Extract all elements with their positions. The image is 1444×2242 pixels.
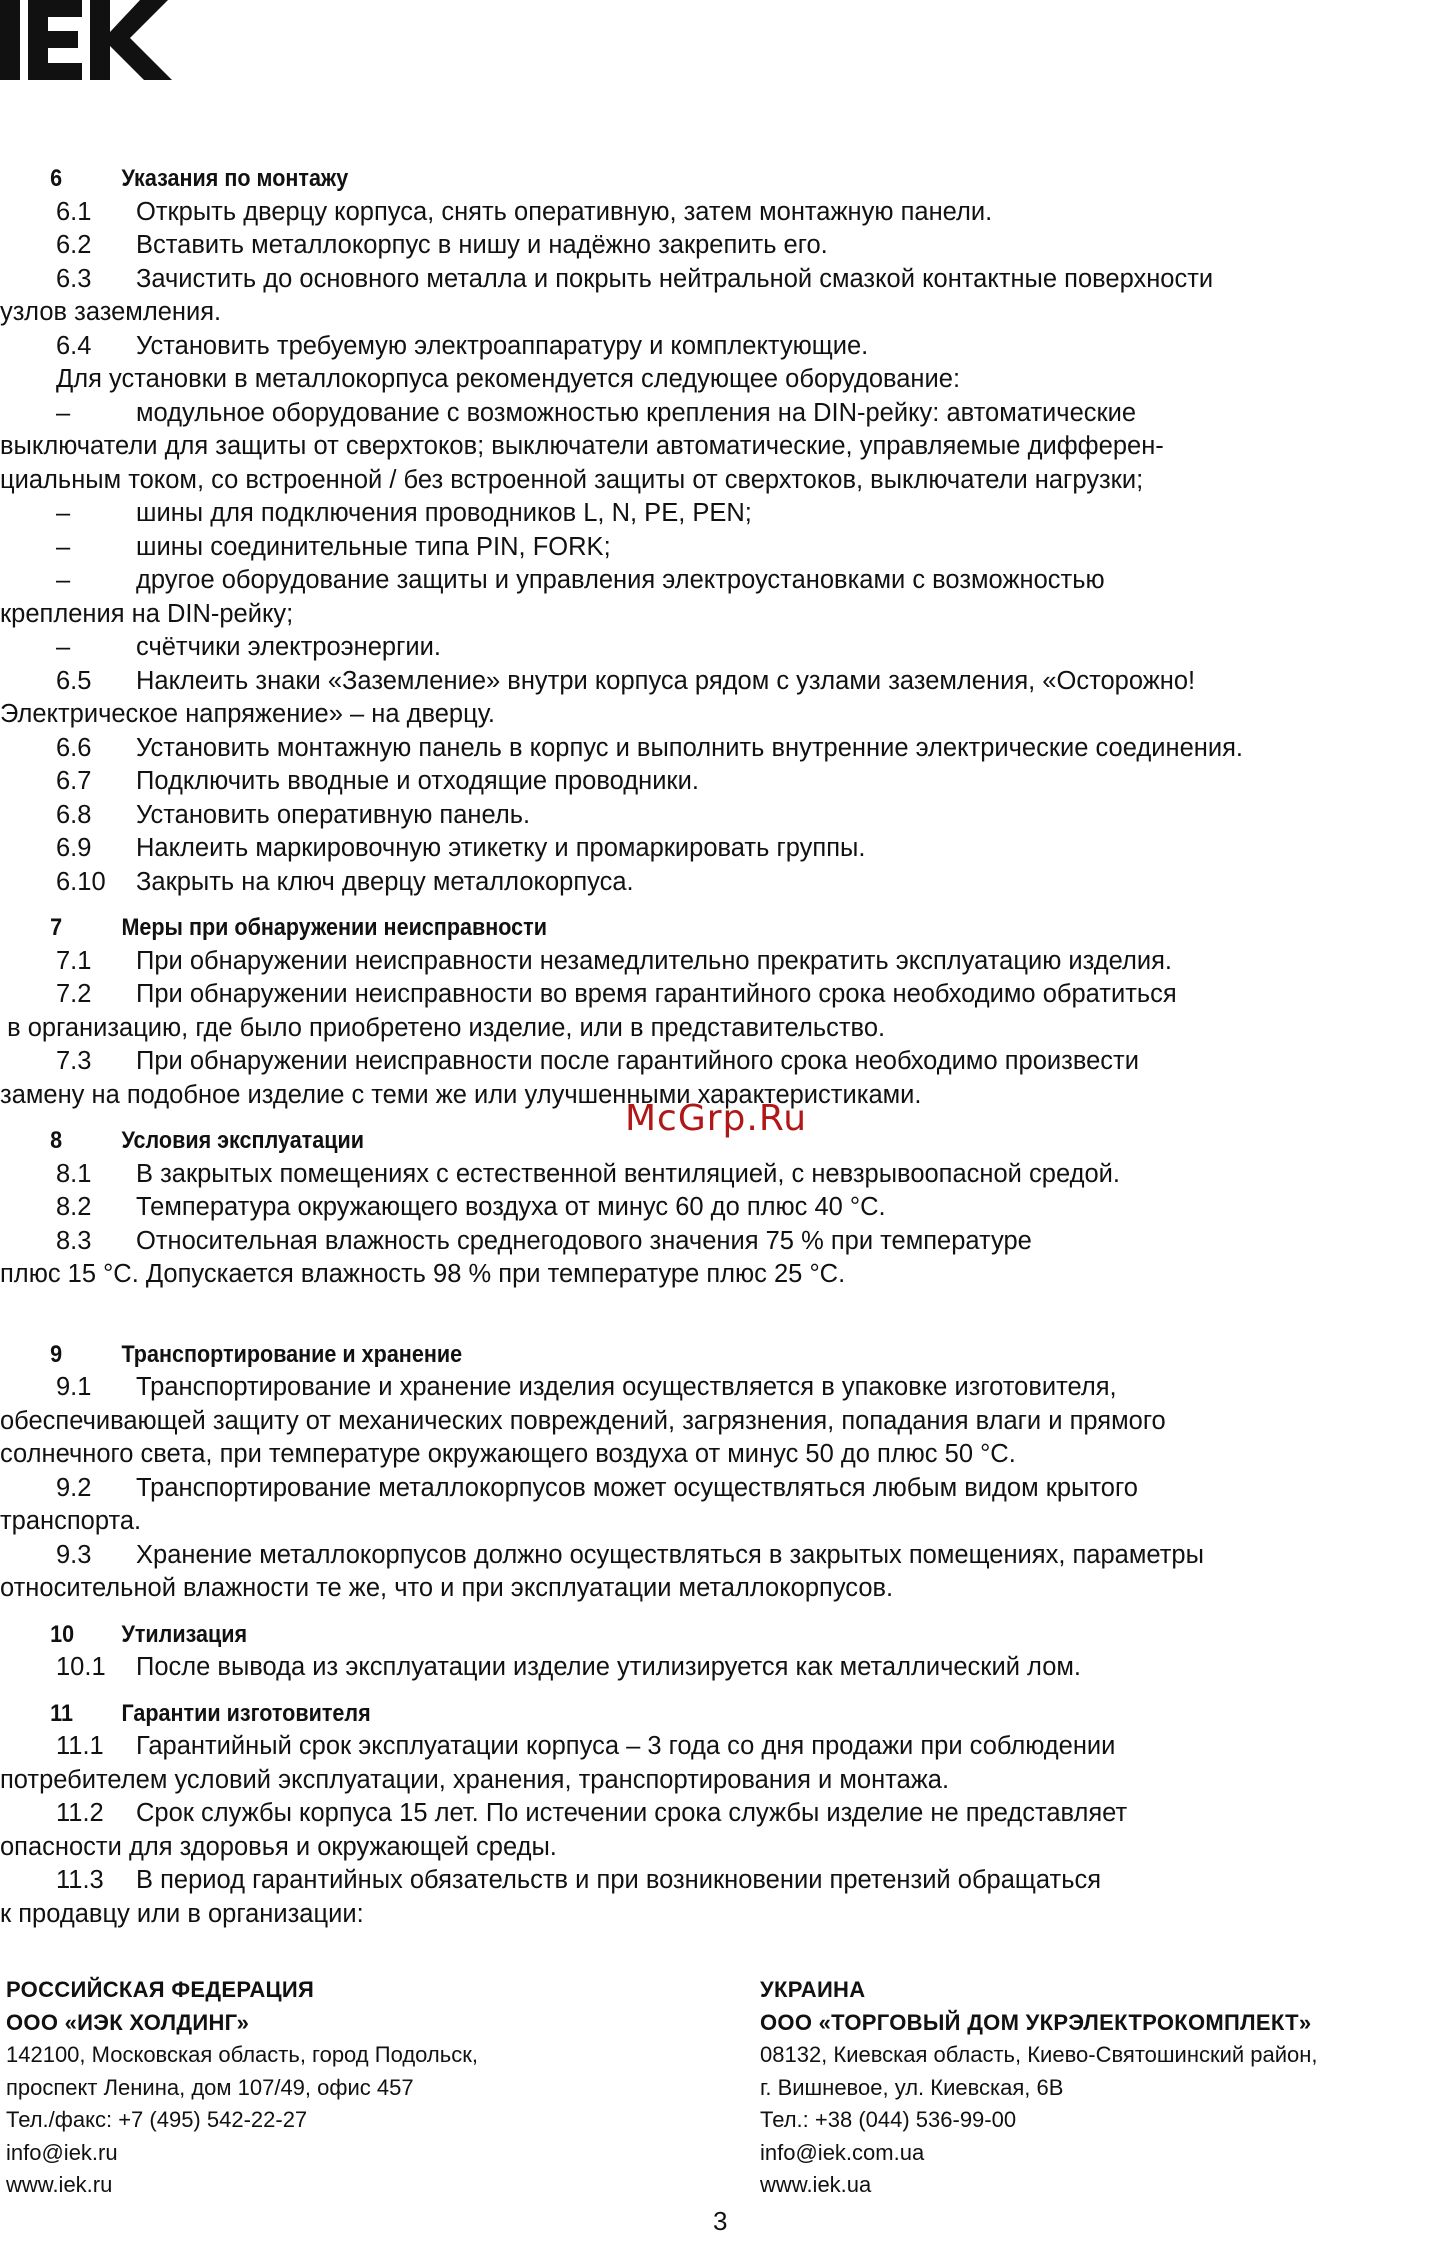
section-heading	[0, 911, 1271, 945]
item-number: 7.3	[56, 1047, 92, 1075]
contact-company: ООО «ИЭК ХОЛДИНГ»	[6, 2009, 250, 2035]
continuation-text: узлов заземления.	[0, 298, 222, 326]
item-text: Относительная влажность среднегодового значения 75 % при температуре	[136, 1226, 1032, 1255]
list-item	[0, 564, 1444, 598]
item-number: 6.8	[56, 800, 92, 829]
numbered-item	[0, 229, 1444, 263]
item-number: 6.6	[56, 733, 92, 762]
section-title: Утилизация	[121, 1620, 248, 1648]
continuation-text: в организацию, где было приобретено изделие, или в представительство.	[0, 1013, 886, 1042]
dash-bullet: –	[56, 499, 71, 527]
item-number: 11.2	[56, 1799, 104, 1827]
numbered-item	[0, 196, 1444, 230]
item-text: При обнаружении неисправности после гарантийного срока необходимо произвести	[136, 1047, 1139, 1075]
section-title: Гарантии изготовителя	[121, 1699, 371, 1727]
item-text: другое оборудование защиты и управления электроустановками с возможностью	[136, 566, 1105, 594]
contact-country: РОССИЙСКАЯ ФЕДЕРАЦИЯ	[6, 1977, 315, 2002]
watermark: McGrp.Ru	[625, 1098, 808, 1139]
contact-address-line: 142100, Московская область, город Подольск,	[6, 2042, 478, 2067]
item-number: 6.4	[56, 331, 92, 360]
contact-ukraine	[760, 1974, 1318, 2202]
section-heading	[0, 162, 1271, 196]
numbered-item	[0, 1730, 1444, 1764]
numbered-item	[0, 978, 1444, 1012]
continuation-text: потребителем условий эксплуатации, хранения, транспортирования и монтажа.	[0, 1765, 950, 1794]
item-text: Открыть дверцу корпуса, снять оперативную, затем монтажную панели.	[136, 197, 993, 226]
continuation-text: транспорта.	[0, 1507, 142, 1535]
iek-logo	[0, 0, 172, 80]
contact-address-line: проспект Ленина, дом 107/49, офис 457	[6, 2074, 414, 2100]
item-number: 8.2	[56, 1193, 92, 1221]
item-number: 6.10	[56, 867, 106, 896]
item-text: Вставить металлокорпус в нишу и надёжно закрепить его.	[136, 231, 828, 259]
continuation-text: обеспечивающей защиту от механических повреждений, загрязнения, попадания влаги и прямого	[0, 1406, 1166, 1435]
section-title: Меры при обнаружении неисправности	[121, 914, 547, 941]
numbered-item	[0, 1539, 1444, 1573]
numbered-item	[0, 1797, 1444, 1831]
continuation-text: циальным током, со встроенной / без встроенной защиты от сверхтоков, выключатели нагрузки;	[0, 465, 1144, 494]
paragraph-text: Для установки в металлокорпуса рекомендуется следующее оборудование:	[56, 365, 961, 393]
contact-address-line: г. Вишневое, ул. Киевская, 6В	[760, 2074, 1064, 2100]
contact-email[interactable]: info@iek.com.ua	[760, 2139, 925, 2165]
continuation-text: солнечного света, при температуре окружающего воздуха от минус 50 до плюс 50 °С.	[0, 1440, 1016, 1468]
item-text: Температура окружающего воздуха от минус 60 до плюс 40 °С.	[136, 1193, 886, 1221]
item-number: 8.1	[56, 1159, 92, 1188]
item-number: 6.2	[56, 231, 92, 259]
item-text: шины для подключения проводников L, N, PE, PEN;	[136, 499, 752, 527]
contact-country: УКРАИНА	[760, 1977, 866, 2002]
item-text: Зачистить до основного металла и покрыть нейтральной смазкой контактные поверхности	[136, 264, 1214, 293]
numbered-item	[0, 732, 1444, 766]
item-text: Наклеить знаки «Заземление» внутри корпуса рядом с узлами заземления, «Осторожно!	[136, 666, 1196, 695]
item-number: 7.1	[56, 946, 92, 975]
contact-email[interactable]: info@iek.ru	[6, 2139, 118, 2165]
continuation-text: опасности для здоровья и окружающей среды.	[0, 1832, 557, 1861]
item-number: 6.5	[56, 666, 92, 695]
item-number: 8.3	[56, 1226, 92, 1255]
contact-russia	[6, 1974, 478, 2202]
item-text: В закрытых помещениях с естественной вентиляцией, с невзрывоопасной средой.	[136, 1159, 1120, 1188]
numbered-item	[0, 1191, 1444, 1225]
numbered-item	[0, 1864, 1444, 1898]
numbered-item	[0, 866, 1444, 900]
item-number: 11.1	[56, 1732, 104, 1760]
continuation-text: крепления на DIN-рейку;	[0, 599, 294, 628]
item-text: Гарантийный срок эксплуатации корпуса – 3 года со дня продажи при соблюдении	[136, 1732, 1116, 1760]
numbered-item	[0, 799, 1444, 833]
item-text: Подключить вводные и отходящие проводники.	[136, 767, 699, 795]
dash-bullet: –	[56, 566, 71, 594]
section-heading	[0, 1618, 1271, 1652]
item-text: В период гарантийных обязательств и при возникновении претензий обращаться	[136, 1866, 1102, 1894]
continuation-text: относительной влажности те же, что и при эксплуатации металлокорпусов.	[0, 1574, 894, 1602]
numbered-item	[0, 945, 1444, 979]
section-number: 9	[50, 1340, 63, 1368]
item-text: шины соединительные типа PIN, FORK;	[136, 532, 611, 561]
continuation-text: замену на подобное изделие с теми же или улучшенными характеристиками.	[0, 1080, 922, 1109]
list-item	[0, 531, 1444, 565]
item-text: Хранение металлокорпусов должно осуществляться в закрытых помещениях, параметры	[136, 1540, 1204, 1569]
section-spacer	[0, 1292, 1444, 1326]
numbered-item	[0, 1045, 1444, 1079]
list-item	[0, 497, 1444, 531]
item-text: При обнаружении неисправности незамедлительно прекратить эксплуатацию изделия.	[136, 946, 1173, 975]
continuation-text: Электрическое напряжение» – на дверцу.	[0, 700, 495, 728]
numbered-item	[0, 1472, 1444, 1506]
list-item	[0, 631, 1444, 665]
numbered-item	[0, 263, 1444, 297]
numbered-item	[0, 1651, 1444, 1685]
item-text: Установить монтажную панель в корпус и выполнить внутренние электрические соединения.	[136, 733, 1243, 762]
item-text: Установить требуемую электроаппаратуру и комплектующие.	[136, 331, 869, 360]
item-text: Закрыть на ключ дверцу металлокорпуса.	[136, 867, 634, 896]
continuation-text: к продавцу или в организации:	[0, 1899, 364, 1928]
contact-address-line: 08132, Киевская область, Киево-Святошинский район,	[760, 2042, 1318, 2067]
section-number: 8	[50, 1127, 63, 1154]
contact-phone: Тел.: +38 (044) 536-99-00	[760, 2107, 1017, 2132]
numbered-item	[0, 330, 1444, 364]
item-text: модульное оборудование с возможностью крепления на DIN-рейку: автоматические	[136, 398, 1137, 427]
section-number: 11	[50, 1699, 73, 1727]
numbered-item	[0, 1225, 1444, 1259]
item-text: Наклеить маркировочную этикетку и промаркировать группы.	[136, 834, 866, 862]
list-item	[0, 397, 1444, 431]
dash-bullet: –	[56, 398, 71, 427]
section-number: 7	[50, 914, 63, 941]
item-number: 6.7	[56, 767, 92, 795]
section-number: 10	[50, 1620, 75, 1648]
section-heading	[0, 1697, 1271, 1731]
numbered-item	[0, 1371, 1444, 1405]
item-text: После вывода из эксплуатации изделие утилизируется как металлический лом.	[136, 1653, 1081, 1681]
item-text: счётчики электроэнергии.	[136, 633, 441, 661]
document-body	[0, 162, 1444, 1931]
contact-website[interactable]: www.iek.ua	[760, 2172, 872, 2197]
section-title: Указания по монтажу	[121, 165, 349, 192]
item-text: Транспортирование и хранение изделия осуществляется в упаковке изготовителя,	[136, 1373, 1117, 1401]
contact-website[interactable]: www.iek.ru	[6, 2172, 113, 2197]
numbered-item	[0, 665, 1444, 699]
section-title: Транспортирование и хранение	[121, 1340, 463, 1368]
contact-company: ООО «ТОРГОВЫЙ ДОМ УКРЭЛЕКТРОКОМПЛЕКТ»	[760, 2009, 1312, 2035]
continuation-text: выключатели для защиты от сверхтоков; выключатели автоматические, управляемые дифферен-	[0, 432, 1164, 460]
section-number: 6	[50, 165, 63, 192]
numbered-item	[0, 1158, 1444, 1192]
dash-bullet: –	[56, 532, 71, 561]
contact-phone: Тел./факс: +7 (495) 542-22-27	[6, 2107, 308, 2132]
item-number: 11.3	[56, 1866, 104, 1894]
item-text: При обнаружении неисправности во время гарантийного срока необходимо обратиться	[136, 980, 1177, 1008]
item-number: 7.2	[56, 980, 92, 1008]
item-text: Установить оперативную панель.	[136, 800, 531, 829]
item-text: Срок службы корпуса 15 лет. По истечении срока службы изделие не представляет	[136, 1799, 1128, 1827]
item-number: 9.3	[56, 1540, 92, 1569]
section-heading	[0, 1338, 1271, 1372]
page-number: 3	[713, 2206, 728, 2236]
numbered-item	[0, 765, 1444, 799]
section-title: Условия эксплуатации	[121, 1127, 364, 1154]
item-number: 10.1	[56, 1653, 106, 1681]
item-number: 6.9	[56, 834, 92, 862]
dash-bullet: –	[56, 633, 71, 661]
item-number: 9.1	[56, 1373, 92, 1401]
numbered-item	[0, 832, 1444, 866]
item-number: 6.1	[56, 197, 92, 226]
continuation-text: плюс 15 °С. Допускается влажность 98 % при температуре плюс 25 °С.	[0, 1260, 846, 1288]
item-text: Транспортирование металлокорпусов может осуществляться любым видом крытого	[136, 1473, 1138, 1502]
item-number: 9.2	[56, 1473, 92, 1502]
item-number: 6.3	[56, 264, 92, 293]
